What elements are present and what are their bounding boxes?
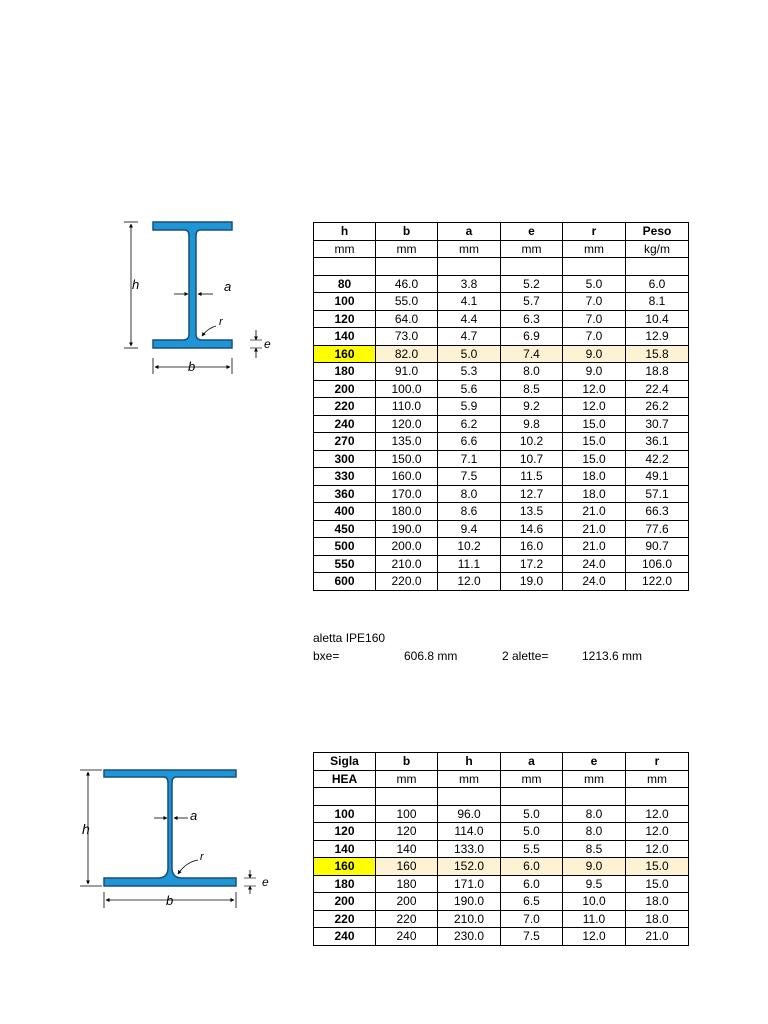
table-row	[314, 805, 689, 823]
table-cell: 8.0	[563, 823, 626, 841]
table-spacer-row	[314, 258, 689, 276]
table-cell: 120	[314, 823, 376, 841]
table-cell: 170.0	[376, 485, 438, 503]
calc-bxe-value: 606.8 mm	[404, 649, 458, 663]
table-row	[314, 893, 689, 911]
table-cell: 7.0	[563, 328, 626, 346]
table-cell: 6.5	[501, 893, 563, 911]
table-cell: 18.8	[626, 363, 689, 381]
table-cell: mm	[563, 240, 626, 258]
calc-two-flanges-label: 2 alette=	[502, 649, 549, 663]
table-cell: 42.2	[626, 450, 689, 468]
table-cell: 17.2	[501, 555, 563, 573]
table-cell: 9.0	[563, 363, 626, 381]
table-cell: 220	[314, 398, 376, 416]
ipe-label-h: h	[132, 277, 140, 292]
table-cell: 36.1	[626, 433, 689, 451]
table-cell: 66.3	[626, 503, 689, 521]
table-cell: 7.5	[501, 928, 563, 946]
table-row	[314, 538, 689, 556]
table-cell: 9.0	[563, 858, 626, 876]
table-cell: 8.5	[501, 380, 563, 398]
table-cell: 360	[314, 485, 376, 503]
table-cell: 7.0	[501, 910, 563, 928]
table-cell: 9.2	[501, 398, 563, 416]
table-cell: 330	[314, 468, 376, 486]
table-cell: 270	[314, 433, 376, 451]
table-cell: 500	[314, 538, 376, 556]
table-cell: 15.0	[626, 858, 689, 876]
table-cell: 12.0	[563, 928, 626, 946]
table-cell	[438, 258, 501, 276]
table-cell: 135.0	[376, 433, 438, 451]
table-cell: 5.3	[438, 363, 501, 381]
table-cell: mm	[438, 240, 501, 258]
table-cell: 49.1	[626, 468, 689, 486]
table-cell: 73.0	[376, 328, 438, 346]
table-cell	[438, 788, 501, 806]
table-cell: 5.7	[501, 293, 563, 311]
table-cell: 91.0	[376, 363, 438, 381]
table-cell: b	[376, 753, 438, 771]
ipe-section-diagram	[118, 212, 288, 382]
table-cell: 160.0	[376, 468, 438, 486]
table-cell: 5.9	[438, 398, 501, 416]
table-cell: mm	[376, 770, 438, 788]
table-header-row	[314, 753, 689, 771]
hea-section-diagram	[78, 762, 278, 912]
table-cell: 190.0	[376, 520, 438, 538]
table-cell	[376, 788, 438, 806]
table-cell	[501, 788, 563, 806]
table-cell: 160	[314, 858, 376, 876]
table-cell: 15.0	[563, 433, 626, 451]
table-cell	[314, 258, 376, 276]
table-cell: 160	[314, 345, 376, 363]
table-cell: 12.9	[626, 328, 689, 346]
table-row	[314, 875, 689, 893]
table-cell: 133.0	[438, 840, 501, 858]
table-cell: 11.0	[563, 910, 626, 928]
table-cell: 210.0	[376, 555, 438, 573]
table-units-row	[314, 240, 689, 258]
table-cell: 100.0	[376, 380, 438, 398]
table-cell: 12.0	[626, 805, 689, 823]
table-cell: 4.4	[438, 310, 501, 328]
table-cell: 6.0	[626, 275, 689, 293]
table-cell: 220	[376, 910, 438, 928]
table-cell: 22.4	[626, 380, 689, 398]
table-cell: 4.1	[438, 293, 501, 311]
table-cell: 120	[376, 823, 438, 841]
table-row	[314, 555, 689, 573]
ipe-label-a: a	[224, 279, 232, 294]
table-cell: e	[563, 753, 626, 771]
table-cell: 12.0	[563, 398, 626, 416]
table-cell: 9.8	[501, 415, 563, 433]
table-cell: 30.7	[626, 415, 689, 433]
table-cell: 120.0	[376, 415, 438, 433]
table-cell: 140	[314, 840, 376, 858]
calc-two-flanges-value: 1213.6 mm	[582, 649, 643, 663]
table-row	[314, 398, 689, 416]
table-cell: 5.5	[501, 840, 563, 858]
table-cell: 7.0	[563, 310, 626, 328]
table-cell: 3.8	[438, 275, 501, 293]
table-cell: 100	[314, 805, 376, 823]
ipe-label-e: e	[264, 337, 271, 351]
table-cell: 10.2	[438, 538, 501, 556]
table-cell: 5.2	[501, 275, 563, 293]
calc-title: aletta IPE160	[313, 631, 386, 645]
table-cell: a	[501, 753, 563, 771]
table-cell: 6.9	[501, 328, 563, 346]
table-cell: 400	[314, 503, 376, 521]
table-cell: 16.0	[501, 538, 563, 556]
table-cell: 240	[314, 928, 376, 946]
ipe-label-r: r	[219, 316, 223, 328]
table-row	[314, 310, 689, 328]
table-cell: 220.0	[376, 573, 438, 591]
table-cell: 5.0	[501, 823, 563, 841]
ipe-beam-shape	[153, 222, 232, 348]
table-cell: 220	[314, 910, 376, 928]
table-row	[314, 380, 689, 398]
table-cell: 12.0	[563, 380, 626, 398]
table-cell: 19.0	[501, 573, 563, 591]
table-cell: 8.0	[563, 805, 626, 823]
table-cell: 140	[376, 840, 438, 858]
table-cell: 120	[314, 310, 376, 328]
table-cell: 18.0	[626, 893, 689, 911]
table-cell: 6.0	[501, 858, 563, 876]
table-cell: 6.3	[501, 310, 563, 328]
table-row	[314, 415, 689, 433]
table-cell: e	[501, 223, 563, 241]
table-cell: mm	[626, 770, 689, 788]
table-cell: 160	[376, 858, 438, 876]
table-row	[314, 520, 689, 538]
table-cell: 106.0	[626, 555, 689, 573]
table-cell: 200	[314, 380, 376, 398]
table-cell: 200	[376, 893, 438, 911]
table-cell: 15.0	[626, 875, 689, 893]
table-cell: 122.0	[626, 573, 689, 591]
table-cell: 14.6	[501, 520, 563, 538]
table-cell: 550	[314, 555, 376, 573]
table-row	[314, 468, 689, 486]
table-cell: h	[314, 223, 376, 241]
table-cell: 100	[376, 805, 438, 823]
table-row	[314, 840, 689, 858]
table-cell: 171.0	[438, 875, 501, 893]
hea-label-e: e	[262, 875, 269, 889]
table-cell: 12.7	[501, 485, 563, 503]
table-cell: 5.0	[438, 345, 501, 363]
table-cell: Peso	[626, 223, 689, 241]
table-cell: 11.5	[501, 468, 563, 486]
ipe-label-b: b	[188, 359, 196, 374]
table-cell: 21.0	[563, 503, 626, 521]
table-row	[314, 858, 689, 876]
table-row	[314, 345, 689, 363]
table-cell: 8.0	[501, 363, 563, 381]
table-cell: 180	[314, 875, 376, 893]
table-cell: 15.0	[563, 450, 626, 468]
table-row	[314, 293, 689, 311]
table-row	[314, 823, 689, 841]
table-cell: 230.0	[438, 928, 501, 946]
table-cell	[563, 258, 626, 276]
table-header-row	[314, 223, 689, 241]
table-cell: 21.0	[626, 928, 689, 946]
table-cell: 8.6	[438, 503, 501, 521]
table-cell: 13.5	[501, 503, 563, 521]
table-cell: 450	[314, 520, 376, 538]
table-cell: 240	[314, 415, 376, 433]
table-cell: mm	[501, 770, 563, 788]
table-cell: 7.1	[438, 450, 501, 468]
hea-beam-shape	[104, 770, 236, 886]
table-cell: 7.4	[501, 345, 563, 363]
table-cell: 210.0	[438, 910, 501, 928]
table-cell: 7.0	[563, 293, 626, 311]
table-cell	[501, 258, 563, 276]
table-cell: 6.6	[438, 433, 501, 451]
table-row	[314, 928, 689, 946]
table-cell: 180.0	[376, 503, 438, 521]
table-cell: 21.0	[563, 538, 626, 556]
table-cell: 46.0	[376, 275, 438, 293]
table-cell: 5.6	[438, 380, 501, 398]
ipe-profile-table	[313, 222, 689, 591]
table-cell: 96.0	[438, 805, 501, 823]
table-cell: 150.0	[376, 450, 438, 468]
table-cell: 12.0	[438, 573, 501, 591]
table-cell: kg/m	[626, 240, 689, 258]
calc-bxe-label: bxe=	[313, 649, 340, 663]
table-cell: 10.2	[501, 433, 563, 451]
table-cell: 300	[314, 450, 376, 468]
table-cell: 7.5	[438, 468, 501, 486]
table-cell: 9.0	[563, 345, 626, 363]
table-cell: mm	[563, 770, 626, 788]
table-cell: 180	[314, 363, 376, 381]
table-cell: 5.0	[563, 275, 626, 293]
table-cell: r	[563, 223, 626, 241]
table-cell: 114.0	[438, 823, 501, 841]
table-cell: 21.0	[563, 520, 626, 538]
table-cell: 110.0	[376, 398, 438, 416]
table-cell: 4.7	[438, 328, 501, 346]
table-cell: 55.0	[376, 293, 438, 311]
table-cell: 18.0	[563, 485, 626, 503]
table-row	[314, 275, 689, 293]
table-cell: 80	[314, 275, 376, 293]
table-spacer-row	[314, 788, 689, 806]
hea-profile-table	[313, 752, 689, 946]
table-cell: 6.0	[501, 875, 563, 893]
table-cell: 200	[314, 893, 376, 911]
table-cell: mm	[376, 240, 438, 258]
table-cell: h	[438, 753, 501, 771]
table-cell: 100	[314, 293, 376, 311]
table-cell: 600	[314, 573, 376, 591]
hea-label-r: r	[200, 851, 204, 863]
table-cell: a	[438, 223, 501, 241]
table-row	[314, 450, 689, 468]
table-cell: 18.0	[563, 468, 626, 486]
table-row	[314, 503, 689, 521]
table-cell: mm	[438, 770, 501, 788]
table-cell: HEA	[314, 770, 376, 788]
table-cell: 77.6	[626, 520, 689, 538]
hea-label-b: b	[166, 893, 174, 908]
table-row	[314, 433, 689, 451]
table-cell: 24.0	[563, 555, 626, 573]
table-cell: mm	[314, 240, 376, 258]
table-cell: 8.1	[626, 293, 689, 311]
table-cell: 12.0	[626, 823, 689, 841]
table-row	[314, 485, 689, 503]
table-cell: 140	[314, 328, 376, 346]
table-row	[314, 328, 689, 346]
table-cell: 82.0	[376, 345, 438, 363]
table-cell: 5.0	[501, 805, 563, 823]
table-cell	[626, 258, 689, 276]
table-cell: 10.0	[563, 893, 626, 911]
table-cell: 200.0	[376, 538, 438, 556]
table-cell: 15.8	[626, 345, 689, 363]
table-cell	[626, 788, 689, 806]
table-cell: r	[626, 753, 689, 771]
table-cell: 15.0	[563, 415, 626, 433]
table-cell: 57.1	[626, 485, 689, 503]
table-cell: 190.0	[438, 893, 501, 911]
table-cell: 12.0	[626, 840, 689, 858]
table-cell: b	[376, 223, 438, 241]
table-cell: 8.5	[563, 840, 626, 858]
table-cell: 10.4	[626, 310, 689, 328]
table-cell	[563, 788, 626, 806]
table-units-row	[314, 770, 689, 788]
table-cell: 180	[376, 875, 438, 893]
table-row	[314, 363, 689, 381]
table-cell: 152.0	[438, 858, 501, 876]
table-cell: 24.0	[563, 573, 626, 591]
table-cell: 90.7	[626, 538, 689, 556]
table-cell: 9.5	[563, 875, 626, 893]
hea-label-h: h	[82, 821, 90, 837]
table-cell: 11.1	[438, 555, 501, 573]
table-row	[314, 910, 689, 928]
table-cell: 8.0	[438, 485, 501, 503]
table-cell: 18.0	[626, 910, 689, 928]
table-row	[314, 573, 689, 591]
table-cell: 26.2	[626, 398, 689, 416]
table-cell	[376, 258, 438, 276]
table-cell: 64.0	[376, 310, 438, 328]
table-cell	[314, 788, 376, 806]
table-cell: 10.7	[501, 450, 563, 468]
table-cell: 9.4	[438, 520, 501, 538]
table-cell: 6.2	[438, 415, 501, 433]
hea-label-a: a	[190, 808, 198, 823]
table-cell: 240	[376, 928, 438, 946]
table-cell: Sigla	[314, 753, 376, 771]
table-cell: mm	[501, 240, 563, 258]
